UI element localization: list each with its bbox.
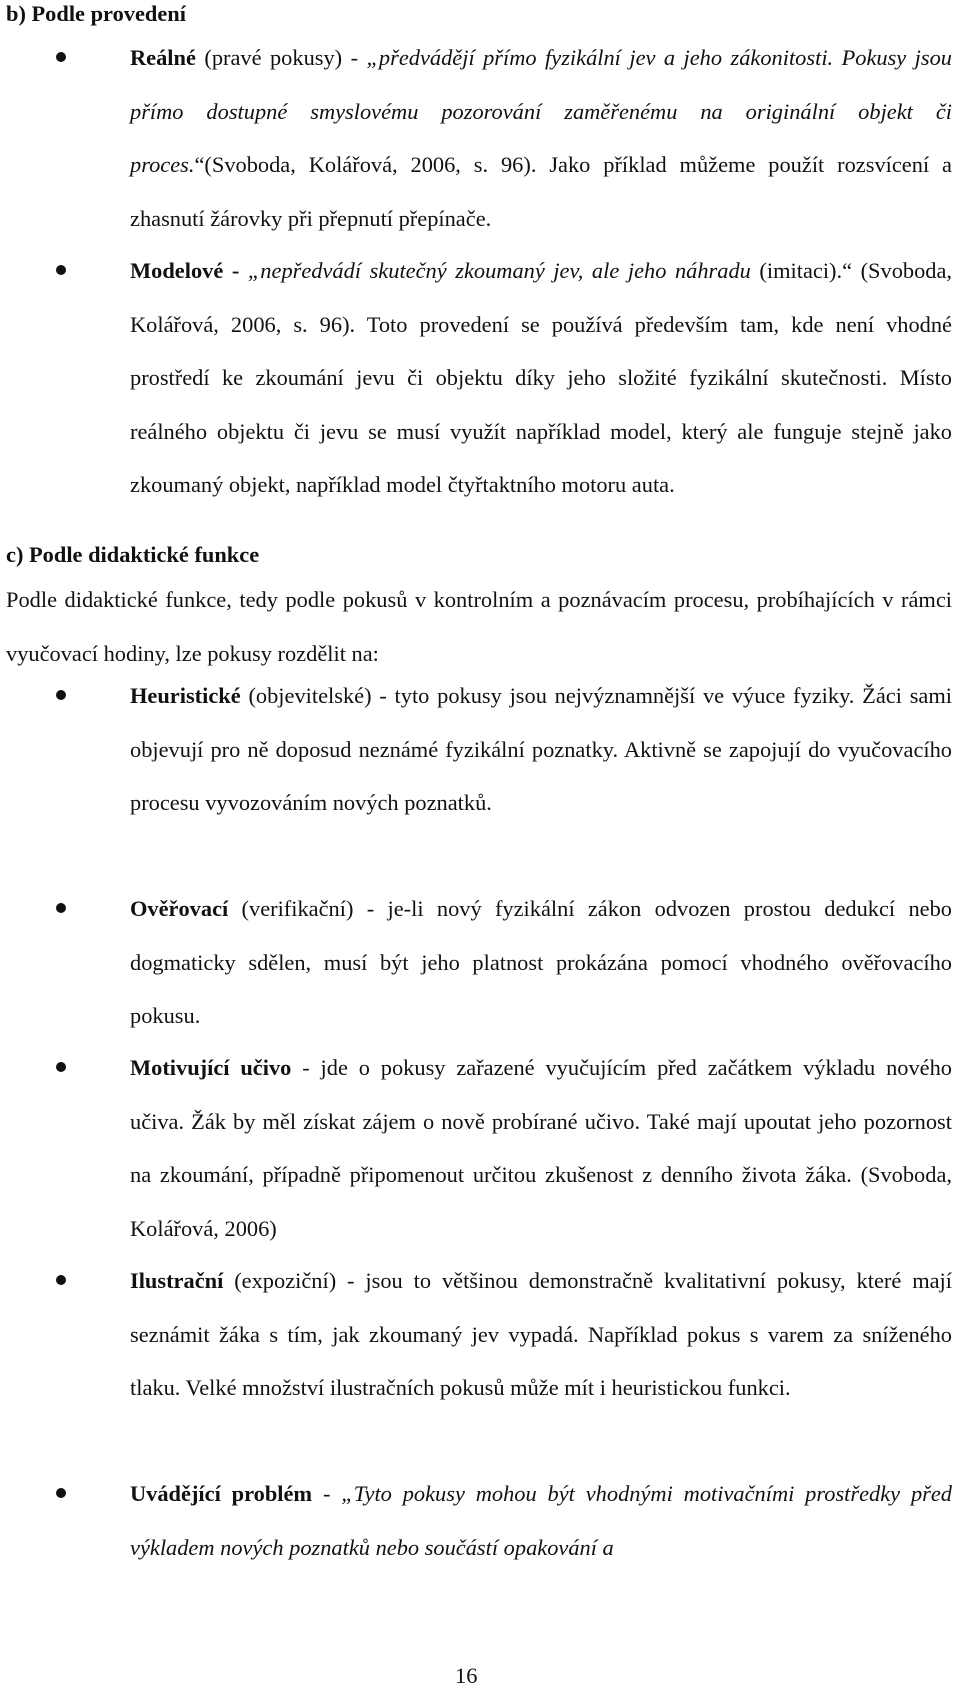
list-item-uvadejici [130, 1467, 952, 1574]
list-item-realne [130, 31, 952, 245]
list-item-overovaci [130, 882, 952, 1043]
section-c-intro: Podle didaktické funkce, tedy podle pokusů v kontrolním a poznávacím procesu, probíhajících v rámci vyučovací hodiny, lze pokusy rozdělit na: [6, 587, 952, 666]
term-realne: Reálné [130, 45, 196, 70]
bullet-marker [56, 1275, 66, 1285]
term-overovaci: Ověřovací [130, 896, 229, 921]
term-uvadejici: Uvádějící problém [130, 1481, 313, 1506]
bullet-marker [56, 690, 66, 700]
term-heuristicke: Heuristické [130, 683, 241, 708]
bullet-marker [56, 903, 66, 913]
list-item-ilustracni [130, 1254, 952, 1415]
quote-text: „nepředvádí skutečný zkoumaný jev, ale jeho náhradu [247, 258, 751, 283]
item-text: “(Svoboda, Kolářová, 2006, s. 96). Jako příklad můžeme použít rozsvícení a zhasnutí žárovky při přepnutí přepínače. [130, 152, 952, 231]
page-number: 16 [455, 1663, 478, 1688]
bullet-marker [56, 265, 66, 275]
list-item-modelove [130, 244, 952, 512]
quote-text: „Tyto pokusy mohou být vhodnými motivačními prostředky před výkladem nových poznatků nebo součástí opakování a [130, 1481, 953, 1560]
item-text: (objevitelské) - tyto pokusy jsou nejvýznamnější ve výuce fyziky. Žáci sami objevují pro ně doposud neznámé fyzikální poznatky. Aktivně se zapojují do vyučovacího procesu vyvozováním nových poznatků. [130, 683, 952, 815]
item-text: - jde o pokusy zařazené vyučujícím před začátkem výkladu nového učiva. Žák by měl získat zájem o nově probírané učivo. Také mají upoutat jeho pozornost na zkoumání, případně připomenout určitou zkušenost z denního života žáka. (Svoboda, Kolářová, 2006) [130, 1055, 953, 1241]
item-text: (imitaci).“ (Svoboda, Kolářová, 2006, s. 96). Toto provedení se používá především tam, kde není vhodné prostředí ke zkoumání jevu či objektu díky jeho složité fyzikální skutečnosti. Místo reálného objektu či jevu se musí využít například model, který ale funguje stejně jako zkoumaný objekt, například model čtyřtaktního motoru auta. [130, 258, 953, 497]
item-text: (pravé pokusy) - [195, 45, 367, 70]
list-item-heuristicke [130, 669, 952, 830]
item-text: (expoziční) - jsou to většinou demonstračně kvalitativní pokusy, které mají seznámit žáka s tím, jak zkoumaný jev vypadá. Například pokus s varem za sníženého tlaku. Velké množství ilustračních pokusů může mít i heuristickou funkci. [130, 1268, 952, 1400]
bullet-marker [56, 1062, 66, 1072]
item-text: (verifikační) - je-li nový fyzikální zákon odvozen prostou dedukcí nebo dogmaticky sdělen, musí být jeho platnost prokázána pomocí vhodného ověřovacího pokusu. [130, 896, 952, 1028]
list-item-motivujici [130, 1041, 952, 1255]
section-b-heading: b) Podle provedení [6, 1, 186, 26]
quote-text: „předvádějí přímo fyzikální jev a jeho zákonitosti. Pokusy jsou přímo dostupné smyslovému pozorování zaměřenému na originální objekt či proces. [130, 45, 952, 177]
bullet-marker [56, 1488, 66, 1498]
term-motivujici: Motivující učivo [130, 1055, 292, 1080]
term-modelove: Modelové - [130, 258, 248, 283]
bullet-marker [56, 52, 66, 62]
section-c-heading: c) Podle didaktické funkce [6, 542, 260, 567]
item-text: - [312, 1481, 342, 1506]
term-ilustracni: Ilustrační [130, 1268, 224, 1293]
